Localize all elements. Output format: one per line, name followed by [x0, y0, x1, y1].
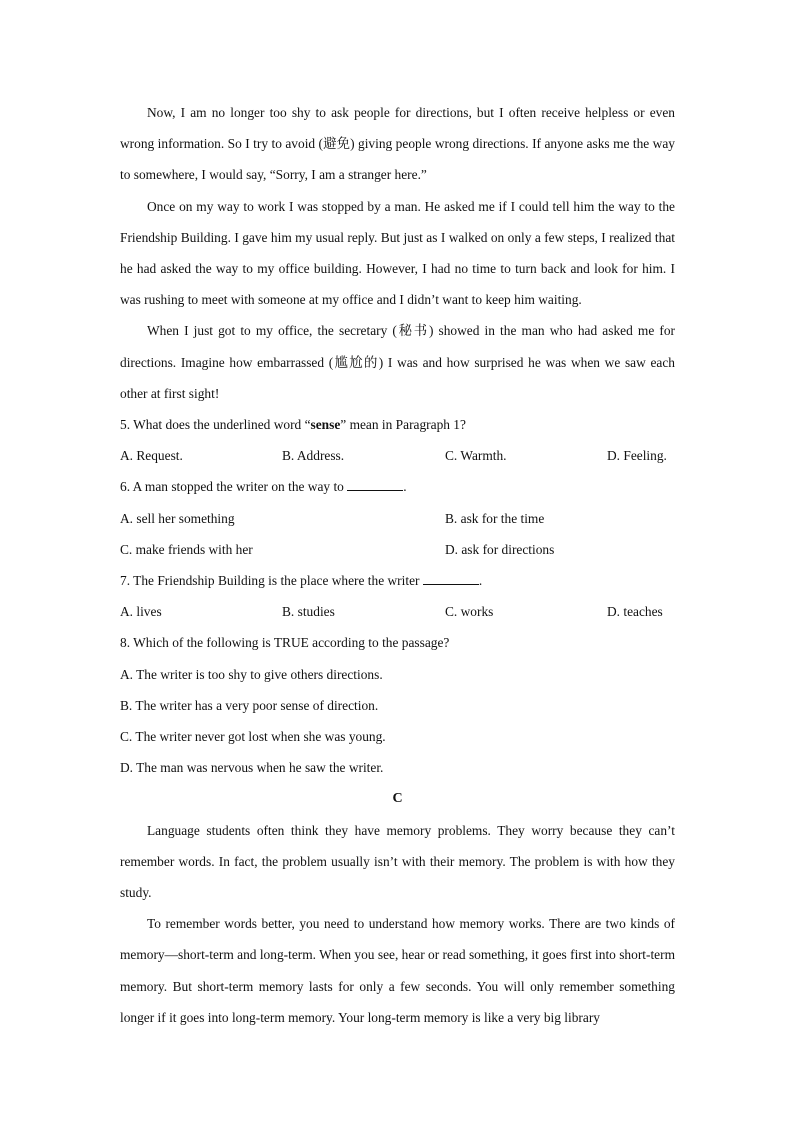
question-7-option-a: A. lives — [120, 604, 162, 620]
question-6-option-c: C. make friends with her — [120, 541, 253, 557]
question-8-option-a: A. The writer is too shy to give others directions. — [120, 666, 383, 682]
question-7-end: . — [478, 573, 483, 589]
passage-b-paragraph-2: Once on my way to work I was stopped by a man. He asked me if I could tell him the way to the Friendship Building. I gave him my usual reply. But just as I walked on only a few steps, I realized that he had asked the way to my office building. However, I had no time to turn back and look for him. I was rushing to meet with someone at my office and I didn’t want to keep him waiting. — [120, 198, 675, 308]
question-8-option-c: C. The writer never got lost when she was young. — [120, 729, 386, 745]
question-7-stem — [120, 565, 675, 596]
question-8-option-d: D. The man was nervous when he saw the writer. — [120, 760, 384, 776]
question-5-stem — [120, 409, 675, 440]
question-7-blank — [423, 574, 479, 585]
document-page — [120, 97, 675, 1033]
passage-c-paragraph-1: Language students often think they have memory problems. They worry because they can’t remember words. In fact, the problem usually isn’t with their memory. The problem is with how they study. — [120, 822, 675, 901]
question-5-option-b: B. Address. — [282, 448, 345, 464]
question-7-option-b: B. studies — [282, 604, 335, 620]
question-7-options — [120, 596, 675, 627]
question-5-options — [120, 440, 675, 471]
question-6-option-b: B. ask for the time — [445, 510, 545, 526]
question-5-option-d: D. Feeling. — [607, 448, 667, 464]
question-8-stem: 8. Which of the following is TRUE according to the passage? — [120, 635, 450, 651]
passage-c-paragraph-2: To remember words better, you need to understand how memory works. There are two kinds of memory—short-term and long-term. When you see, hear or read something, it goes first into short-term memory. But short-term memory lasts for only a few seconds. You will only remember something longer if it goes into long-term memory. Your long-term memory is like a very big library — [120, 916, 675, 1025]
question-6-option-a: A. sell her something — [120, 510, 235, 526]
question-5-underlined-word: sense — [310, 417, 341, 433]
question-5-option-a: A. Request. — [120, 448, 183, 464]
question-6-options-row-1 — [120, 503, 675, 534]
passage-b-paragraph-1: Now, I am no longer too shy to ask people for directions, but I often receive helpless or even wrong information. So I try to avoid (避免) giving people wrong directions. If anyone asks me the way to somewhere, I would say, “Sorry, I am a stranger here.” — [120, 105, 675, 183]
question-5-text-before: 5. What does the underlined word “ — [120, 417, 311, 433]
passage-b-paragraph-3: When I just got to my office, the secretary (秘书) showed in the man who had asked me for directions. Imagine how embarrassed (尴尬的) I was and how surprised he was when we saw each other at first sight! — [120, 323, 675, 401]
section-c-heading: C — [392, 791, 403, 807]
question-6-options-row-2 — [120, 534, 675, 565]
question-8-option-b: B. The writer has a very poor sense of direction. — [120, 697, 379, 713]
question-6-blank — [347, 480, 403, 491]
question-6-text: 6. A man stopped the writer on the way to — [120, 479, 344, 495]
question-6-option-d: D. ask for directions — [445, 541, 555, 557]
question-6-stem — [120, 471, 675, 502]
question-5-text-after: ” mean in Paragraph 1? — [340, 417, 466, 433]
question-6-end: . — [403, 479, 407, 495]
question-5-option-c: C. Warmth. — [445, 448, 507, 464]
question-7-option-c: C. works — [445, 604, 494, 620]
question-7-option-d: D. teaches — [607, 604, 663, 620]
question-7-text: 7. The Friendship Building is the place where the writer — [120, 573, 420, 589]
